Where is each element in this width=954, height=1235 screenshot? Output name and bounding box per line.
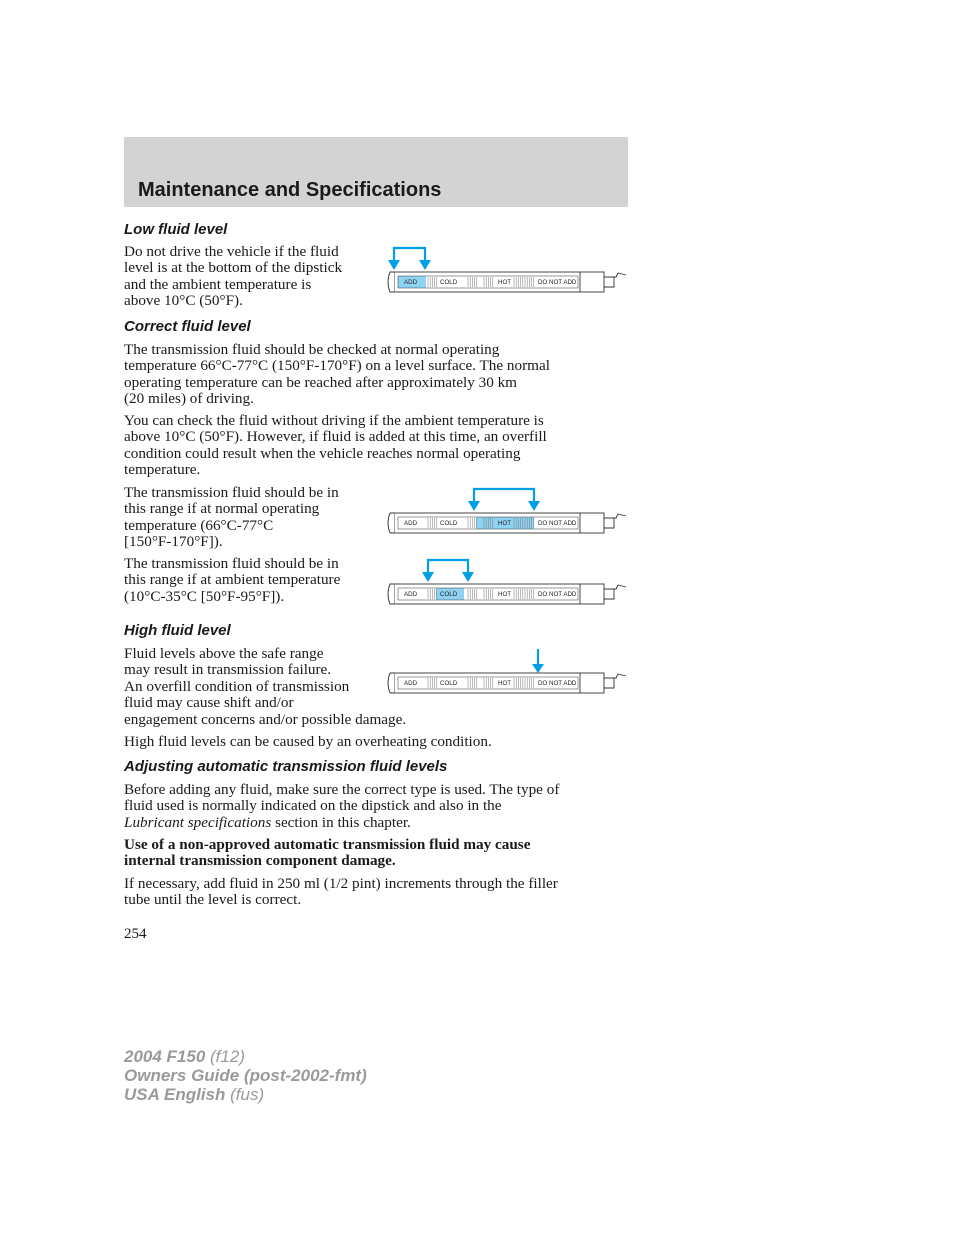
dipstick-correct-hot-label-hot: HOT bbox=[498, 520, 512, 528]
dipstick-correct-hot-label-cold: COLD bbox=[440, 520, 458, 528]
dipstick-high-tip bbox=[388, 673, 394, 693]
dipstick-correct-cold-label-hot: HOT bbox=[498, 591, 512, 599]
paragraph-correct-1: The transmission fluid should be checked at normal operating temperature 66°C-77°C (150°F-170°F) on a level surface. The normal operating temperature can be reached after approximately 30 km (20 miles) of driving. bbox=[124, 341, 550, 408]
dipstick-high-arrow-head bbox=[532, 664, 544, 673]
dipstick-correct-cold-arrows-head-right bbox=[462, 572, 474, 582]
dipstick-correct-cold-arrows-bracket bbox=[428, 560, 468, 574]
page-number: 254 bbox=[124, 926, 147, 942]
dipstick-high-handle bbox=[604, 674, 626, 688]
dipstick-correct-cold-arrows-head-left bbox=[422, 572, 434, 582]
paragraph-correct-2: You can check the fluid without driving if the ambient temperature is above 10°C (50°F). However, if fluid is added at this time, an overfill condition could result when the vehicle reaches normal operating temperature. bbox=[124, 412, 547, 479]
dipstick-correct-cold-handle bbox=[604, 585, 626, 599]
dipstick-correct-hot-arrows-bracket bbox=[474, 489, 534, 503]
dipstick-figure-low bbox=[380, 244, 630, 296]
dipstick-low-label-hot: HOT bbox=[498, 279, 512, 287]
dipstick-correct-hot-arrows-head-right bbox=[528, 501, 540, 511]
dipstick-low-arrows-bracket bbox=[394, 248, 425, 262]
dipstick-correct-cold-label-cold: COLD bbox=[440, 591, 458, 599]
warning-text: Use of a non-approved automatic transmission fluid may cause internal transmission component damage. bbox=[124, 836, 531, 870]
dipstick-low-label-cold: COLD bbox=[440, 279, 458, 287]
dipstick-low-handle bbox=[604, 273, 626, 287]
dipstick-low-tip bbox=[388, 272, 394, 292]
dipstick-low-label-do-not-add: DO NOT ADD bbox=[538, 279, 577, 287]
heading-correct-fluid-level: Correct fluid level bbox=[124, 318, 251, 335]
dipstick-correct-cold-label-do-not-add: DO NOT ADD bbox=[538, 591, 577, 599]
dipstick-low-arrows-head-right bbox=[419, 260, 431, 270]
dipstick-correct-cold-tip bbox=[388, 584, 394, 604]
lubricant-specifications-reference: Lubricant specifications bbox=[124, 813, 272, 831]
dipstick-correct-hot-handle bbox=[604, 514, 626, 528]
paragraph-correct-4: The transmission fluid should be in this range if at ambient temperature (10°C-35°C [50°F-95°F]). bbox=[124, 555, 341, 605]
heading-low-fluid-level: Low fluid level bbox=[124, 221, 228, 238]
section-title: Maintenance and Specifications bbox=[138, 179, 442, 201]
dipstick-figure-correct-hot bbox=[380, 485, 630, 537]
paragraph-high-2: High fluid levels can be caused by an overheating condition. bbox=[124, 733, 492, 750]
dipstick-low-label-add: ADD bbox=[404, 279, 418, 287]
dipstick-figure-high bbox=[380, 645, 630, 697]
dipstick-correct-cold-label-add: ADD bbox=[404, 591, 418, 599]
dipstick-high-label-add: ADD bbox=[404, 680, 418, 688]
section-header-band bbox=[124, 137, 628, 207]
paragraph-low-fluid: Do not drive the vehicle if the fluid level is at the bottom of the dipstick and the ambient temperature is above 10°C (50°F). bbox=[124, 243, 343, 310]
paragraph-high-1: Fluid levels above the safe range may result in transmission failure. An overfill condition of transmission fluid may cause shift and/or engagement concerns and/or possible damage. bbox=[124, 645, 407, 728]
paragraph-adjust-1: Before adding any fluid, make sure the correct type is used. The type of fluid used is normally indicated on the dipstick and also in the Lubricant specifications section in this chapter. bbox=[124, 781, 560, 831]
dipstick-high-label-cold: COLD bbox=[440, 680, 458, 688]
heading-high-fluid-level: High fluid level bbox=[124, 622, 231, 639]
dipstick-low-arrows-head-left bbox=[388, 260, 400, 270]
dipstick-correct-hot-arrows-head-left bbox=[468, 501, 480, 511]
dipstick-correct-hot-label-do-not-add: DO NOT ADD bbox=[538, 520, 577, 528]
dipstick-high-label-do-not-add: DO NOT ADD bbox=[538, 680, 577, 688]
document-footer: 2004 F150 (f12) Owners Guide (post-2002-fmt) USA English (fus) bbox=[124, 1047, 367, 1104]
paragraph-adjust-2: If necessary, add fluid in 250 ml (1/2 pint) increments through the filler tube until the level is correct. bbox=[124, 875, 558, 909]
paragraph-correct-3: The transmission fluid should be in this range if at normal operating temperature (66°C-77°C [150°F-170°F]). bbox=[124, 484, 339, 551]
dipstick-figure-correct-cold bbox=[380, 556, 630, 608]
heading-adjusting-fluid-levels: Adjusting automatic transmission fluid levels bbox=[124, 758, 448, 775]
dipstick-correct-hot-label-add: ADD bbox=[404, 520, 418, 528]
dipstick-correct-hot-tip bbox=[388, 513, 394, 533]
dipstick-high-label-hot: HOT bbox=[498, 680, 512, 688]
